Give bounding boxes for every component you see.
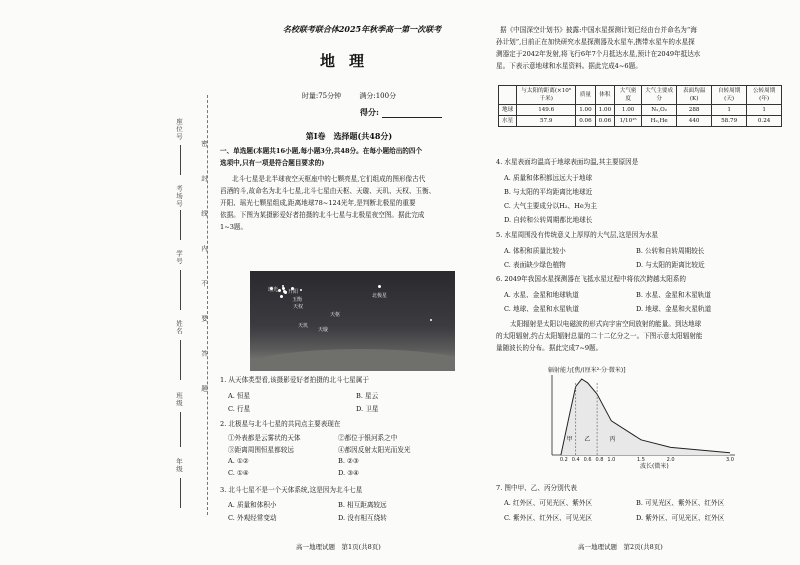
q3-option-b[interactable]: B. 相互距离较远	[338, 501, 387, 509]
q6-option-d[interactable]: D. 地球、金星和火星轨道	[636, 305, 712, 313]
full-score: 满分:100分	[359, 92, 397, 100]
table-header: 质量	[576, 86, 595, 105]
footer-right: 高一地理试题 第2页(共8页)	[578, 543, 663, 551]
region-label: 乙	[584, 436, 591, 443]
photo-label-tianquan: 天权	[293, 304, 304, 310]
question-5-stem: 5. 水星周围没有传统意义上厚厚的大气层,这是因为水星	[496, 231, 659, 239]
subject-title: 地理	[319, 52, 378, 70]
section-title: 第Ⅰ卷 选择题(共48分)	[305, 131, 393, 141]
x-tick-label: 1.0	[607, 457, 616, 463]
instructions-line: 选项中,只有一项是符合题目要求的)	[220, 159, 325, 167]
radiation-area	[561, 379, 730, 455]
question-1-stem: 1. 从天体类型看,该摄影爱好者拍摄的北斗七星属于	[220, 376, 369, 384]
passage-line: 北斗七星是北半球夜空天枢座中的七颗亮星,它们组成的图形像古代	[232, 175, 426, 183]
table-cell: 288	[677, 105, 712, 116]
x-tick-label: 2.0	[666, 457, 675, 463]
photo-label-tianxuan: 天璇	[318, 327, 329, 333]
star	[300, 289, 302, 291]
grade-label: 年级	[175, 458, 183, 473]
passage-line: 开阳、瑶光七颗星组成,距离地球78~124光年,是判断北极星的重要	[220, 199, 416, 207]
q6-option-a[interactable]: A. 水星、金星和地球轨道	[504, 291, 579, 299]
class-label: 班级	[175, 392, 183, 407]
region-label: 丙	[609, 436, 616, 443]
table-cell: 0.24	[747, 116, 782, 127]
photo-label-tianshu: 天枢	[330, 312, 341, 318]
seal-mark: 题	[200, 385, 208, 393]
q5-option-d[interactable]: D. 与太阳的距离比较近	[636, 261, 705, 269]
solar-radiation-chart	[540, 365, 740, 470]
photo-label-yuheng: 玉衡	[292, 297, 303, 303]
q2-option-a[interactable]: A. ①②	[228, 457, 249, 465]
table-cell: 58.79	[712, 116, 747, 127]
table-cell: 地球	[499, 105, 517, 116]
binding-margin	[0, 0, 210, 565]
polaris-star	[378, 285, 381, 288]
table-cell: 1	[747, 105, 782, 116]
score-label: 得分:	[360, 107, 379, 117]
q5-option-c[interactable]: C. 表面缺少绿色植物	[504, 261, 566, 269]
q7-option-a[interactable]: A. 红外区、可见光区、紫外区	[504, 499, 593, 507]
q2-option-b[interactable]: B. ②③	[338, 457, 359, 465]
passage-line: 测器定于2042年发射,将飞行6年7个月抵达水星,预计在2049年抵达水	[496, 50, 701, 58]
q2-statement-2: ②都位于银河系之中	[338, 434, 398, 442]
q4-option-a[interactable]: A. 质量和体积都远远大于地球	[504, 174, 593, 182]
question-7-stem: 7. 图中甲、乙、丙分别代表	[496, 484, 577, 492]
q1-option-a[interactable]: A. 恒星	[228, 392, 251, 400]
passage-line: 1~3题。	[220, 223, 248, 231]
x-tick-label: 0.4	[571, 457, 580, 463]
star	[278, 289, 281, 292]
grade-line	[180, 478, 181, 508]
star	[284, 291, 287, 294]
table-header: 自转周期(天)	[712, 86, 747, 105]
table-cell: 1/10¹⁵	[615, 116, 642, 127]
q3-option-d[interactable]: D. 没有相互绕转	[338, 514, 387, 522]
q4-option-c[interactable]: C. 大气主要成分以H₂、He为主	[504, 202, 597, 210]
table-cell: 57.9	[517, 116, 576, 127]
x-tick-label: 0.8	[595, 457, 604, 463]
passage-line: 依据。下图为某摄影爱好者拍摄的北斗七星与北极星夜空图。据此完成	[220, 211, 425, 219]
chart-ylabel: 辐射能力[焦/(厘米²·分·微米)]	[548, 367, 626, 374]
table-cell: 149.6	[517, 105, 576, 116]
passage-line: 量随波长的分布。据此完成7~9题。	[496, 344, 603, 352]
table-row	[499, 105, 782, 116]
q2-option-d[interactable]: D. ③④	[338, 469, 360, 477]
earth-mercury-table	[498, 85, 782, 127]
question-3-stem: 3. 北斗七星不是一个天体系统,这是因为北斗七星	[220, 486, 363, 494]
table-header: 公转周期(年)	[747, 86, 782, 105]
class-line	[180, 412, 181, 447]
table-cell: 1	[712, 105, 747, 116]
table-header: 与太阳的距离(×10⁶千米)	[517, 86, 576, 105]
q6-option-c[interactable]: C. 地球、金星和水星轨道	[504, 305, 579, 313]
passage-line: 星。下表示意地球和水星资料。据此完成4~6题。	[496, 62, 642, 70]
table-cell: N₂,O₂	[642, 105, 677, 116]
table-cell: 1.00	[576, 105, 595, 116]
x-tick-label: 1.5	[637, 457, 645, 463]
table-header: 表面均温(K)	[677, 86, 712, 105]
student-id-line	[180, 270, 181, 310]
table-cell: 水星	[499, 116, 517, 127]
binding-dashed-line	[207, 95, 208, 515]
q2-statement-3: ③距离周围恒星都较远	[228, 446, 294, 454]
table-row	[499, 116, 782, 127]
q4-option-b[interactable]: B. 与太阳的平均距离比地球近	[504, 188, 593, 196]
table-cell: 0.06	[576, 116, 595, 127]
seal-mark: 内	[200, 245, 208, 253]
exam-room-line	[180, 210, 181, 240]
q6-option-b[interactable]: B. 水星、金星和木星轨道	[636, 291, 711, 299]
seal-mark: 线	[200, 210, 208, 218]
exam-room-label: 考场号	[175, 185, 183, 208]
q4-option-d[interactable]: D. 自转和公转周期都比地球长	[504, 216, 593, 224]
exam-meta	[212, 91, 486, 101]
passage-line: 据《中国深空计划书》披露:中国水星探测计划已经由台并命名为“海	[500, 26, 697, 34]
q2-statement-1: ①外表都是云雾状的天体	[228, 434, 301, 442]
table-cell: 0.06	[595, 116, 614, 127]
passage-line: 孙计划”,目前正在加快研究水星探测器及水星车,携带水星车的水星探	[496, 38, 695, 46]
instructions-line: 一、单选题(本题共16小题,每小题3分,共48分。在每小题给出的四个	[220, 147, 423, 155]
x-tick-label: 0.2	[559, 457, 568, 463]
name-line	[180, 340, 181, 380]
star	[430, 319, 432, 321]
x-tick-label: 0.6	[583, 457, 592, 463]
seal-mark: 不	[200, 280, 208, 288]
q1-option-b[interactable]: B. 星云	[356, 392, 379, 400]
seal-mark: 答	[200, 350, 208, 358]
question-6-stem: 6. 2049年我国水星探测器在飞抵水星过程中将依次跨越太阳系的	[496, 275, 687, 283]
seat-number-label: 座位号	[175, 118, 183, 141]
footer-left: 高一地理试题 第1页(共8页)	[296, 543, 381, 551]
q2-option-c[interactable]: C. ①④	[228, 469, 249, 477]
chart-xlabel: 波长(微米)	[640, 463, 669, 470]
q7-option-b[interactable]: B. 可见光区、紫外区、红外区	[636, 499, 725, 507]
photo-label-kaiyang: 开阳	[288, 289, 299, 295]
seal-mark: 要	[200, 315, 208, 323]
q5-option-a[interactable]: A. 体积和质量比较小	[504, 247, 566, 255]
table-header-row	[499, 86, 782, 105]
q1-option-c[interactable]: C. 行星	[228, 405, 251, 413]
q5-option-b[interactable]: B. 公转和自转周期较长	[636, 247, 705, 255]
question-4-stem: 4. 水星表面均温高于地球表面均温,其主要原因是	[496, 158, 639, 166]
score-box	[360, 107, 442, 118]
student-id-label: 学号	[175, 250, 183, 265]
seal-mark: 封	[200, 175, 208, 183]
seal-mark: 密	[200, 140, 208, 148]
star	[280, 295, 283, 298]
photo-label-polaris: 北极星	[372, 293, 388, 299]
time-limit: 时量:75分钟	[301, 92, 342, 100]
mountain-silhouette	[250, 349, 455, 371]
table-header: 大气主要成分	[642, 86, 677, 105]
region-label: 甲	[566, 436, 573, 443]
q3-option-a[interactable]: A. 质量和体积小	[228, 501, 277, 509]
big-dipper-photo	[250, 271, 455, 371]
exam-title: 名校联考联合体2025年秋季高一第一次联考	[282, 24, 442, 34]
table-cell: 1.00	[595, 105, 614, 116]
seat-number-line	[180, 145, 181, 175]
table-header: 体积	[595, 86, 614, 105]
table-cell: 1.00	[615, 105, 642, 116]
name-label: 姓名	[175, 320, 183, 335]
q3-option-c[interactable]: C. 外观经常变动	[228, 514, 277, 522]
q7-option-d[interactable]: D. 紫外区、可见光区、红外区	[636, 514, 725, 522]
q7-option-c[interactable]: C. 紫外区、红外区、可见光区	[504, 514, 593, 522]
passage-line: 的太阳辐射,约占太阳辐射总量的二十二亿分之一。下图示意太阳辐射能	[496, 332, 703, 340]
photo-label-yaoguang: 瑶光	[268, 287, 279, 293]
question-2-stem: 2. 北极星与北斗七星的共同点主要表现在	[220, 420, 341, 428]
x-tick-label: 3.0	[726, 457, 734, 463]
table-cell: H₂,He	[642, 116, 677, 127]
score-input-line[interactable]	[382, 109, 442, 118]
passage-line: 太阳辐射是太阳以电磁波的形式向宇宙空间放射的能量。到达地球	[510, 320, 702, 328]
q2-statement-4: ④都因反射太阳光而发光	[338, 446, 411, 454]
table-header: 大气密度	[615, 86, 642, 105]
table-cell: 440	[677, 116, 712, 127]
passage-line: 舀酒的斗,故命名为北斗七星,北斗七星由天枢、天璇、天玑、天权、玉衡、	[220, 187, 436, 195]
photo-label-tianji: 天玑	[298, 323, 309, 329]
q1-option-d[interactable]: D. 卫星	[356, 405, 379, 413]
table-header	[499, 86, 517, 105]
